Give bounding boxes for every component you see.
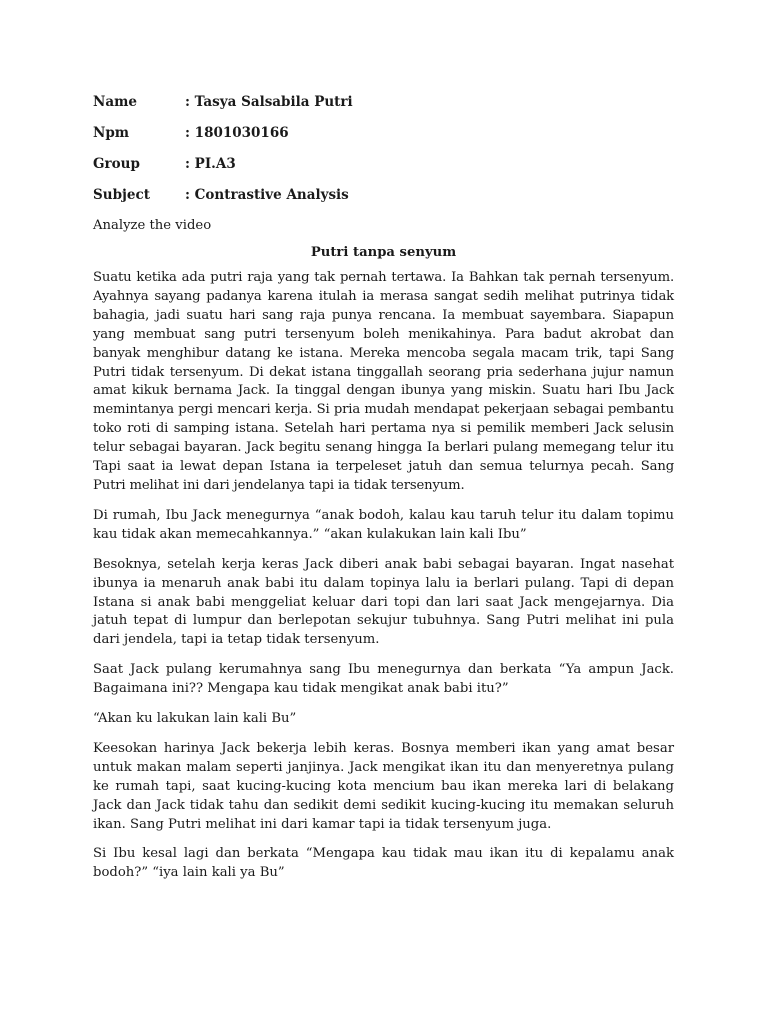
- info-row-name: [93, 86, 674, 117]
- subject-value: : Contrastive Analysis: [185, 186, 349, 203]
- paragraph-7: Si Ibu kesal lagi dan berkata “Mengapa kau tidak mau ikan itu di kepalamu anak bodoh?” “iya lain kali ya Bu”: [93, 846, 674, 881]
- paragraph-2: Di rumah, Ibu Jack menegurnya “anak bodoh, kalau kau taruh telur itu dalam topimu kau tidak akan memecahkannya.” “akan kulakukan lain kali Ibu”: [93, 507, 674, 542]
- group-value: : PI.A3: [185, 155, 236, 172]
- name-label: Name: [93, 93, 137, 110]
- paragraph-1: Suatu ketika ada putri raja yang tak pernah tertawa. Ia Bahkan tak pernah tersenyum. Ayahnya sayang padanya karena itulah ia merasa sangat sedih melihat putrinya tidak bahagia, jadi suatu hari sang raja punya rencana. Ia membuat sayembara. Siapapun yang membuat sang putri tersenyum boleh menikahinya. Para badut akrobat dan banyak menghibur datang ke istana. Mereka mencoba segala macam trik, tapi Sang Putri tidak tersenyum. Di dekat istana tinggallah seorang pria sederhana jujur namun amat kikuk bernama Jack. Ia tinggal dengan ibunya yang miskin. Suatu hari Ibu Jack memintanya pergi mencari kerja. Si pria mudah mendapat pekerjaan sebagai pembantu toko roti di samping istana. Setelah hari pertama nya si pemilik memberi Jack selusin telur sebagai bayaran. Jack begitu senang hingga Ia berlari pulang memegang telur itu Tapi saat ia lewat depan Istana ia terpeleset jatuh dan semua telurnya pecah. Sang Putri melihat ini dari jendelanya tapi ia tidak tersenyum.: [93, 270, 674, 493]
- npm-label: Npm: [93, 124, 130, 141]
- name-value: : Tasya Salsabila Putri: [185, 93, 353, 110]
- paragraph-4: Saat Jack pulang kerumahnya sang Ibu menegurnya dan berkata “Ya ampun Jack. Bagaimana ini?? Mengapa kau tidak mengikat anak babi itu?”: [93, 662, 674, 697]
- paragraph-6: Keesokan harinya Jack bekerja lebih keras. Bosnya memberi ikan yang amat besar untuk makan malam seperti janjinya. Jack mengikat ikan itu dan menyeretnya pulang ke rumah tapi, saat kucing-kucing kota mencium bau ikan mereka lari di belakang Jack dan Jack tidak tahu dan sedikit demi sedikit kucing-kucing itu memakan seluruh ikan. Sang Putri melihat ini dari kamar tapi ia tidak tersenyum juga.: [93, 740, 674, 832]
- document-page: [93, 86, 674, 894]
- subject-label: Subject: [93, 186, 150, 203]
- info-row-subject: [93, 179, 674, 210]
- npm-value: : 1801030166: [185, 124, 289, 141]
- paragraph-5: “Akan ku lakukan lain kali Bu”: [93, 711, 297, 727]
- info-row-group: [93, 148, 674, 179]
- paragraph-3: Besoknya, setelah kerja keras Jack diberi anak babi sebagai bayaran. Ingat nasehat ibunya ia menaruh anak babi itu dalam topinya lalu ia berlari pulang. Tapi di depan Istana si anak babi menggeliat keluar dari topi dan lari saat Jack mengejarnya. Dia jatuh tepat di lumpur dan berlepotan sekujur tubuhnya. Sang Putri melihat ini pula dari jendela, tapi ia tetap tidak tersenyum.: [93, 556, 674, 648]
- info-row-npm: [93, 117, 674, 148]
- story-title: Putri tanpa senyum: [310, 245, 457, 260]
- group-label: Group: [93, 155, 140, 172]
- intro-text: Analyze the video: [93, 218, 212, 233]
